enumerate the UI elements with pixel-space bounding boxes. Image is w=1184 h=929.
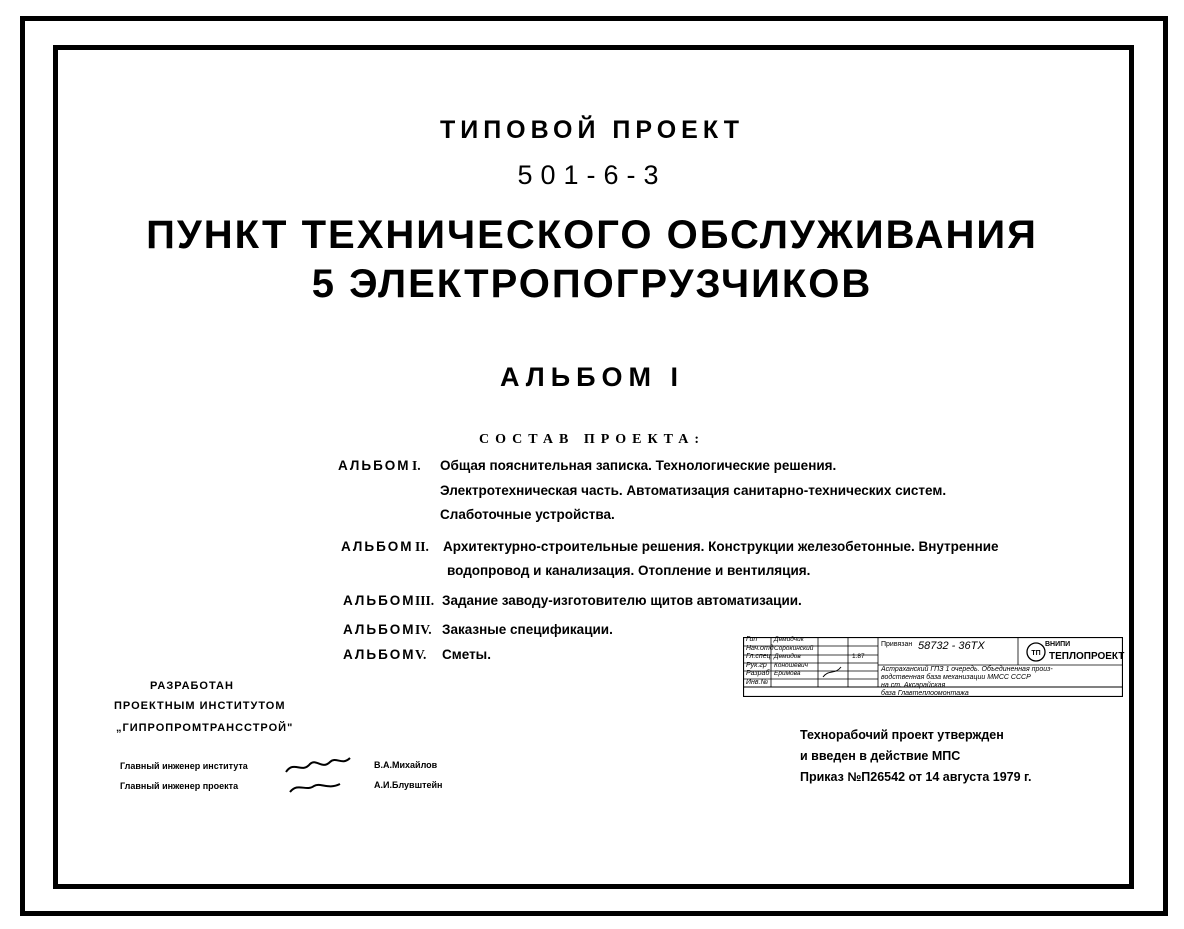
stamp-name: Сорокинский <box>774 644 814 652</box>
chief-project-name: А.И.Блувштейн <box>374 780 443 790</box>
stamp-name: Демидчик <box>774 636 804 643</box>
album-row-1 <box>338 458 1018 528</box>
stamp-date: 1.87 <box>852 653 865 660</box>
album-label: АЛЬБОМ <box>341 539 414 554</box>
developer-line2: ПРОЕКТНЫМ ИНСТИТУТОМ <box>114 700 286 712</box>
stamp-desc-line: водственная база механизации ММСС СССР <box>881 674 1031 681</box>
svg-text:ТП: ТП <box>1031 650 1041 657</box>
stamp-role: Нач.отд <box>746 644 774 652</box>
stamp-desc-line: на ст. Аксарайская <box>881 682 946 689</box>
album-roman: III. <box>415 593 435 608</box>
stamp-role: Рук.гр <box>746 661 767 669</box>
album-roman: V. <box>415 647 427 662</box>
stamp-name: Коношевич <box>774 661 809 669</box>
album-roman: I. <box>412 458 421 473</box>
album-label: АЛЬБОМ <box>343 647 416 662</box>
composition-heading: СОСТАВ ПРОЕКТА: <box>478 432 706 447</box>
developer-line1: РАЗРАБОТАН <box>150 680 234 692</box>
album-label: АЛЬБОМ <box>343 622 416 637</box>
stamp-role: Инв.№ <box>746 678 769 686</box>
stamp-role: Гл.спец <box>746 653 771 661</box>
album-label: АЛЬБОМ <box>338 458 411 473</box>
approval-line3: Приказ №П26542 от 14 августа 1979 г. <box>800 770 1032 784</box>
approval-line2: и введен в действие МПС <box>800 749 961 763</box>
album-roman: IV. <box>415 622 432 637</box>
stamp-roles <box>746 636 774 688</box>
stamp-binding-code: 58732 - 36ТХ <box>918 640 985 652</box>
stamp-role: Гип <box>746 636 758 643</box>
album-desc-line: Слаботочные устройства. <box>440 507 615 522</box>
stamp-binding-desc <box>881 666 1053 698</box>
album-row-5-struck <box>343 647 543 667</box>
stamp-role: Разраб <box>746 670 770 678</box>
approval-block <box>800 725 1032 788</box>
album-label: АЛЬБОМ <box>343 593 416 608</box>
stamp-desc-line: Астраханский ГПЗ 1 очередь. Объединенная произ- <box>881 666 1053 673</box>
album-desc-line: Архитектурно-строительные решения. Конструкции железобетонные. Внутренние <box>443 539 999 554</box>
album-roman: II. <box>415 539 429 554</box>
typical-project-heading: ТИПОВОЙ ПРОЕКТ <box>439 116 745 144</box>
album-row-3 <box>343 593 943 613</box>
chief-institute-label: Главный инженер института <box>120 761 248 771</box>
stamp-org-name: ТЕПЛОПРОЕКТ <box>1049 651 1125 662</box>
project-number: 501-6-3 <box>517 160 667 190</box>
developer-institute: „ГИПРОПРОМТРАНССТРОЙ" <box>116 722 294 734</box>
album-desc-line: Задание заводу-изготовителю щитов автоматизации. <box>442 593 802 608</box>
stamp-name: Демидов <box>774 653 801 661</box>
album-heading: АЛЬБОМ I <box>499 362 685 392</box>
project-title-line2: 5 ЭЛЕКТРОПОГРУЗЧИКОВ <box>311 262 873 306</box>
stamp-names <box>774 636 813 679</box>
chief-project-label: Главный инженер проекта <box>120 781 239 791</box>
album-row-4 <box>343 622 743 642</box>
approval-line1: Техноpабочий проект утвержден <box>800 728 1004 742</box>
album-desc-line: Общая пояснительная записка. Технологические решения. <box>440 458 837 473</box>
album-desc-line: Заказные спецификации. <box>442 622 613 637</box>
album-desc-line: водопровод и канализация. Отопление и вентиляция. <box>447 563 811 578</box>
project-title-line1: ПУНКТ ТЕХНИЧЕСКОГО ОБСЛУЖИВАНИЯ <box>146 213 1038 257</box>
album-row-2 <box>341 539 1021 584</box>
stamp-org-small: ВНИПИ <box>1045 641 1071 648</box>
album-desc-line: Сметы. <box>442 647 491 662</box>
stamp-name: Еримова <box>774 670 801 678</box>
stamp-desc-line: база Главтеплоомонтажа <box>881 690 969 697</box>
signature-marks <box>280 748 370 798</box>
chief-institute-name: В.А.Михайлов <box>374 760 438 770</box>
album-desc-line: Электротехническая часть. Автоматизация санитарно-технических систем. <box>440 483 947 498</box>
stamp-binding-label: Привязан <box>881 641 913 648</box>
